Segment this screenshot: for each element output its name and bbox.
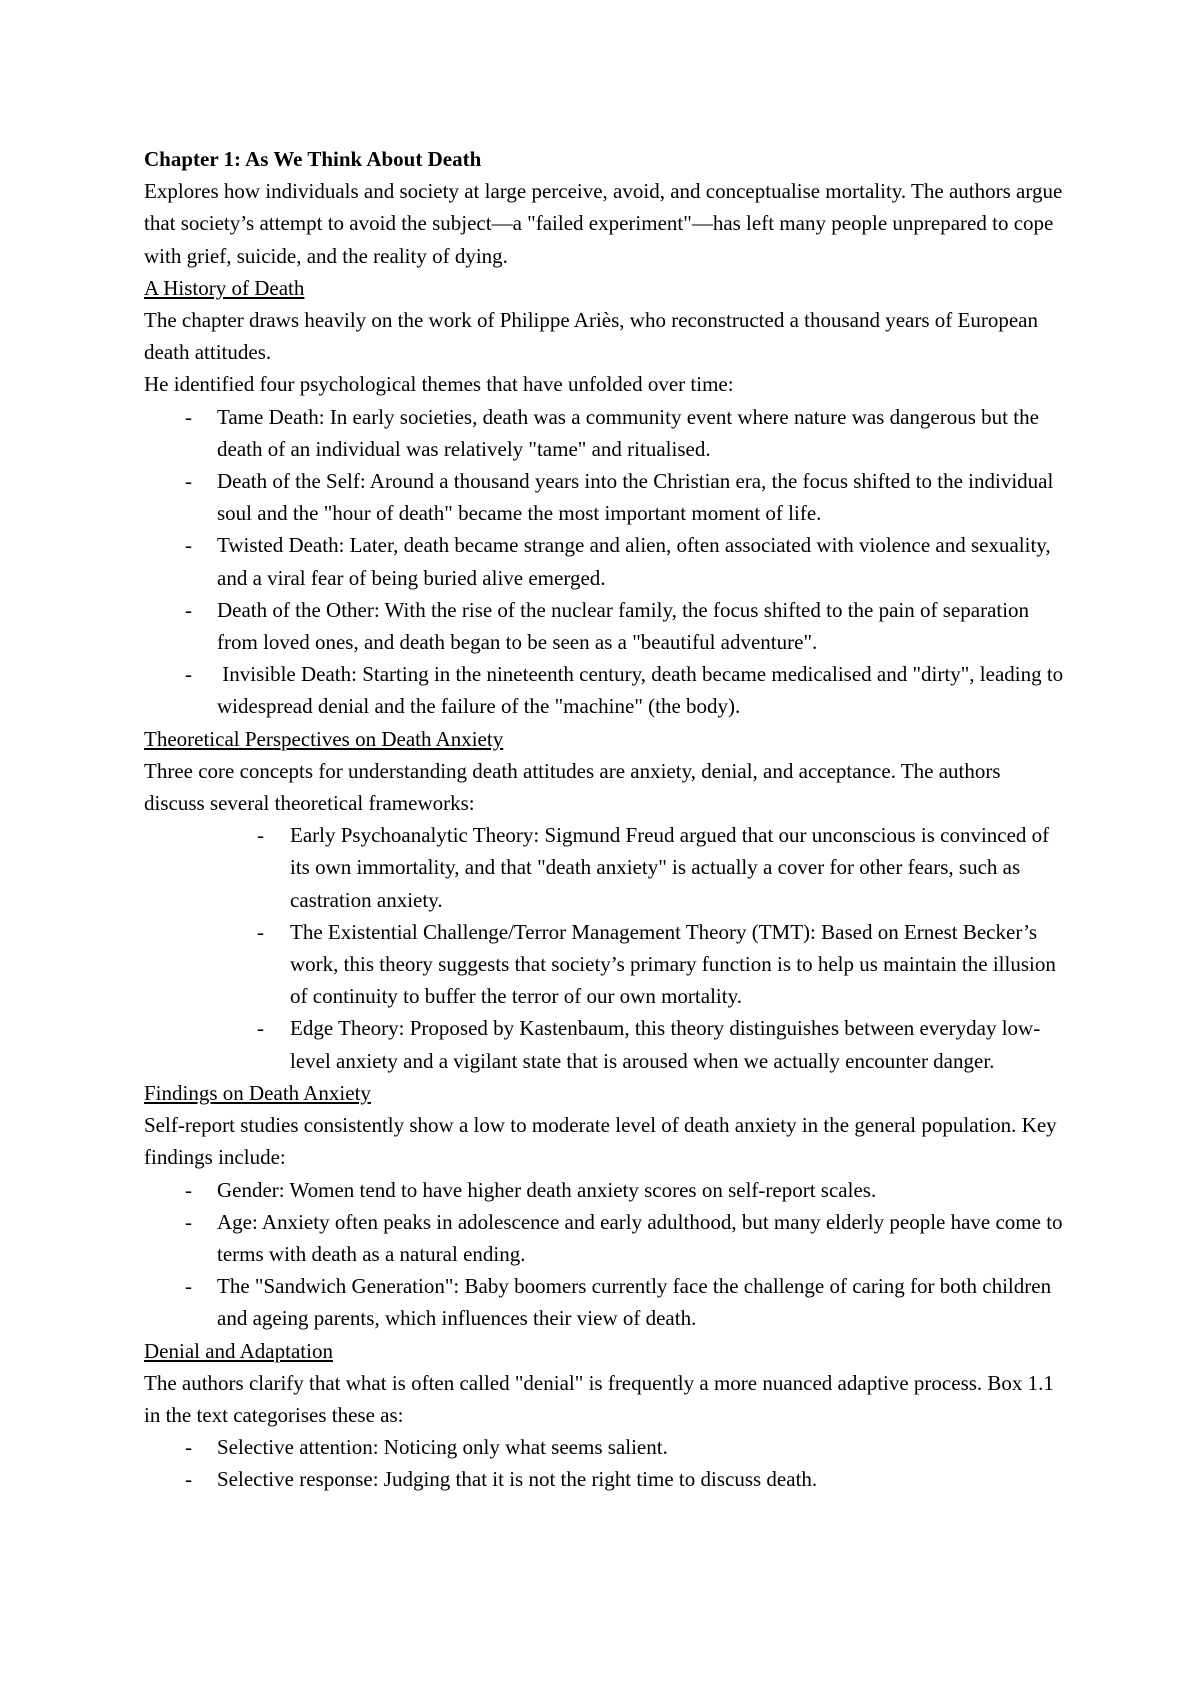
list-item-text: Age: Anxiety often peaks in adolescence and early adulthood, but many elderly people have come to terms with death as a natural ending.	[217, 1209, 1063, 1266]
list-item	[144, 465, 1064, 529]
list-item-text: Edge Theory: Proposed by Kastenbaum, this theory distinguishes between everyday low-level anxiety and a vigilant state that is aroused when we actually encounter danger.	[290, 1016, 1041, 1073]
section-heading-denial: Denial and Adaptation	[144, 1338, 333, 1363]
list-item	[144, 1270, 1064, 1334]
list-item-text: Selective attention: Noticing only what seems salient.	[217, 1435, 668, 1460]
bullet-dash: -	[185, 1274, 192, 1299]
denial-list	[144, 1431, 1064, 1495]
document-body	[144, 143, 1069, 1496]
bullet-dash: -	[257, 823, 264, 848]
bullet-dash: -	[185, 533, 192, 558]
list-item-text: Gender: Women tend to have higher death anxiety scores on self-report scales.	[217, 1177, 877, 1202]
list-item-text: Selective response: Judging that it is not the right time to discuss death.	[217, 1467, 818, 1492]
list-item-text: The Existential Challenge/Terror Management Theory (TMT): Based on Ernest Becker’s work, this theory suggests that society’s primary function is to help us maintain the illusion of continuity to buffer the terror of our own mortality.	[290, 919, 1056, 1009]
bullet-dash: -	[185, 1467, 192, 1492]
list-item-text: Tame Death: In early societies, death was a community event where nature was dangerous but the death of an individual was relatively "tame" and ritualised.	[217, 404, 1039, 461]
list-item	[144, 1206, 1064, 1270]
list-item-text: Death of the Other: With the rise of the nuclear family, the focus shifted to the pain of separation from loved ones, and death began to be seen as a "beautiful adventure".	[217, 597, 1030, 655]
list-item	[144, 1463, 1064, 1495]
history-paragraph-2: He identified four psychological themes that have unfolded over time:	[144, 372, 734, 397]
list-item-text: Invisible Death: Starting in the nineteenth century, death became medicalised and "dirty", leading to widespread denial and the failure of the "machine" (the body).	[217, 662, 1069, 719]
chapter-title: Chapter 1: As We Think About Death	[144, 147, 482, 171]
bullet-dash: -	[185, 469, 192, 494]
bullet-dash: -	[185, 1177, 192, 1202]
list-item	[144, 819, 1064, 916]
list-item	[144, 529, 1064, 593]
list-item-text: The "Sandwich Generation": Baby boomers currently face the challenge of caring for both children and ageing parents, which influences their view of death.	[217, 1274, 1052, 1331]
section-heading-theory: Theoretical Perspectives on Death Anxiety	[144, 726, 504, 751]
theory-list	[144, 819, 1064, 1077]
list-item	[144, 1012, 1064, 1076]
bullet-dash: -	[185, 404, 192, 429]
list-item	[144, 401, 1064, 465]
theory-paragraph-1: Three core concepts for understanding death attitudes are anxiety, denial, and acceptance. The authors discuss several theoretical frameworks:	[144, 758, 1001, 816]
list-item	[144, 1174, 1064, 1206]
denial-paragraph-1: The authors clarify that what is often called "denial" is frequently a more nuanced adaptive process. Box 1.1 in the text categorises these as:	[144, 1370, 1054, 1427]
bullet-dash: -	[185, 1435, 192, 1460]
section-heading-history: A History of Death	[144, 275, 305, 300]
bullet-dash: -	[257, 919, 264, 944]
bullet-dash: -	[185, 1209, 192, 1234]
findings-paragraph-1: Self-report studies consistently show a low to moderate level of death anxiety in the general population. Key findings include:	[144, 1113, 1057, 1170]
history-paragraph-1: The chapter draws heavily on the work of Philippe Ariès, who reconstructed a thousand years of European death attitudes.	[144, 308, 1038, 365]
bullet-dash: -	[257, 1016, 264, 1041]
bullet-dash: -	[185, 597, 192, 622]
list-item-text: Twisted Death: Later, death became strange and alien, often associated with violence and sexuality, and a viral fear of being buried alive emerged.	[217, 533, 1051, 590]
section-heading-findings: Findings on Death Anxiety	[144, 1080, 371, 1105]
findings-list	[144, 1174, 1064, 1335]
list-item	[144, 594, 1064, 658]
intro-paragraph: Explores how individuals and society at large perceive, avoid, and conceptualise mortality. The authors argue that society’s attempt to avoid the subject—a "failed experiment"—has left many people unprepared to cope with grief, suicide, and the reality of dying.	[144, 179, 1063, 268]
list-item	[144, 1431, 1064, 1463]
list-item-text: Death of the Self: Around a thousand years into the Christian era, the focus shifted to the individual soul and the "hour of death" became the most important moment of life.	[217, 469, 1054, 526]
list-item	[144, 916, 1064, 1013]
list-item-text: Early Psychoanalytic Theory: Sigmund Freud argued that our unconscious is convinced of its own immortality, and that "death anxiety" is actually a cover for other fears, such as castration anxiety.	[290, 823, 1050, 912]
bullet-dash: -	[185, 662, 192, 687]
history-list	[144, 401, 1069, 723]
list-item	[144, 658, 1069, 722]
